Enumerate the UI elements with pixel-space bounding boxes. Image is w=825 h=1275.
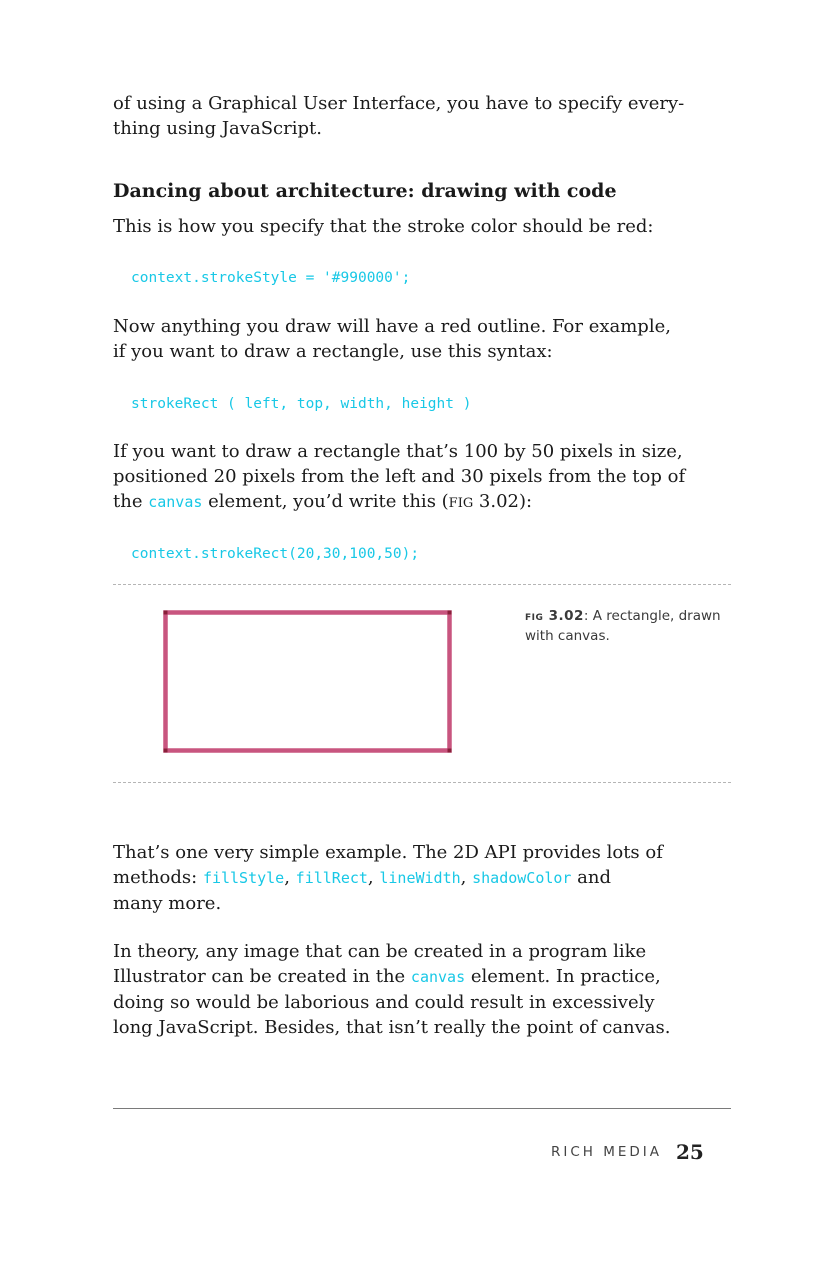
- theory-line-2-b: element. In practice,: [465, 966, 661, 987]
- example-line-3: many more.: [113, 893, 222, 914]
- inline-code-fillstyle: fillStyle: [202, 869, 285, 887]
- rect-corner-bl: [164, 749, 168, 753]
- theory-line-2-a: Illustrator can be created in the: [113, 966, 411, 987]
- code-stroke-style: context.strokeStyle = '#990000';: [131, 270, 411, 286]
- figure-top-divider: [113, 584, 731, 585]
- theory-line-1: In theory, any image that can be created in a program like: [113, 941, 647, 962]
- intro-line-2: thing using JavaScript.: [113, 118, 322, 139]
- rect-line-3-a: the: [113, 491, 149, 512]
- footer-divider: [113, 1108, 731, 1109]
- rect-line-3-b: element, you’d write this (: [202, 491, 449, 512]
- theory-line-3: doing so would be laborious and could result in excessively: [113, 992, 655, 1013]
- figure-caption-line-2: with canvas.: [525, 628, 610, 644]
- rect-line-2: positioned 20 pixels from the left and 30 pixels from the top of: [113, 466, 686, 487]
- now-line-2: if you want to draw a rectangle, use this syntax:: [113, 341, 553, 362]
- fig-reference: fig 3.02: [448, 491, 520, 512]
- theory-paragraph: [113, 939, 673, 1040]
- example-line-2-b: and: [571, 867, 612, 888]
- running-head: RICH MEDIA: [551, 1144, 663, 1160]
- example-sep-1: ,: [284, 867, 296, 888]
- rect-line-3: [113, 489, 673, 515]
- theory-line-4: long JavaScript. Besides, that isn’t really the point of canvas.: [113, 1017, 671, 1038]
- rect-line-3-c: ):: [519, 491, 533, 512]
- rect-corner-br: [448, 749, 452, 753]
- figure-bottom-divider: [113, 782, 731, 783]
- example-line-2: [113, 865, 673, 891]
- figure-rectangle: [163, 610, 452, 753]
- example-sep-3: ,: [460, 867, 473, 888]
- example-line-2-a: methods:: [113, 867, 203, 888]
- rect-line-1: If you want to draw a rectangle that’s 100 by 50 pixels in size,: [113, 441, 683, 462]
- figure-caption: [525, 606, 725, 646]
- rect-corner-tr: [448, 611, 452, 615]
- rect-paragraph: [113, 439, 686, 515]
- stroke-paragraph: This is how you specify that the stroke color should be red:: [113, 216, 654, 237]
- inline-code-canvas: canvas: [148, 493, 203, 511]
- rect-corner-tl: [164, 611, 168, 615]
- intro-paragraph: [113, 91, 685, 141]
- inline-code-canvas-2: canvas: [410, 968, 466, 986]
- section-heading: Dancing about architecture: drawing with code: [113, 180, 617, 202]
- example-line-1: That’s one very simple example. The 2D API provides lots of: [113, 842, 663, 863]
- figure-caption-label: fig 3.02: [525, 608, 584, 624]
- now-paragraph: [113, 314, 673, 364]
- example-paragraph: [113, 840, 673, 916]
- intro-line-1: of using a Graphical User Interface, you have to specify every-: [113, 93, 685, 114]
- inline-code-shadowcolor: shadowColor: [472, 869, 572, 887]
- page-number: 25: [676, 1140, 704, 1164]
- figure-caption-line-1: [525, 606, 725, 626]
- code-stroke-rect-syntax: strokeRect ( left, top, width, height ): [131, 396, 472, 412]
- theory-line-2: [113, 964, 673, 990]
- rectangle-outline: [166, 613, 450, 751]
- example-sep-2: ,: [367, 867, 380, 888]
- now-line-1: Now anything you draw will have a red outline. For example,: [113, 316, 671, 337]
- code-stroke-rect-example: context.strokeRect(20,30,100,50);: [131, 546, 420, 562]
- inline-code-linewidth: lineWidth: [379, 869, 461, 887]
- figure-caption-text-1: : A rectangle, drawn: [583, 608, 721, 624]
- inline-code-fillrect: fillRect: [295, 869, 368, 887]
